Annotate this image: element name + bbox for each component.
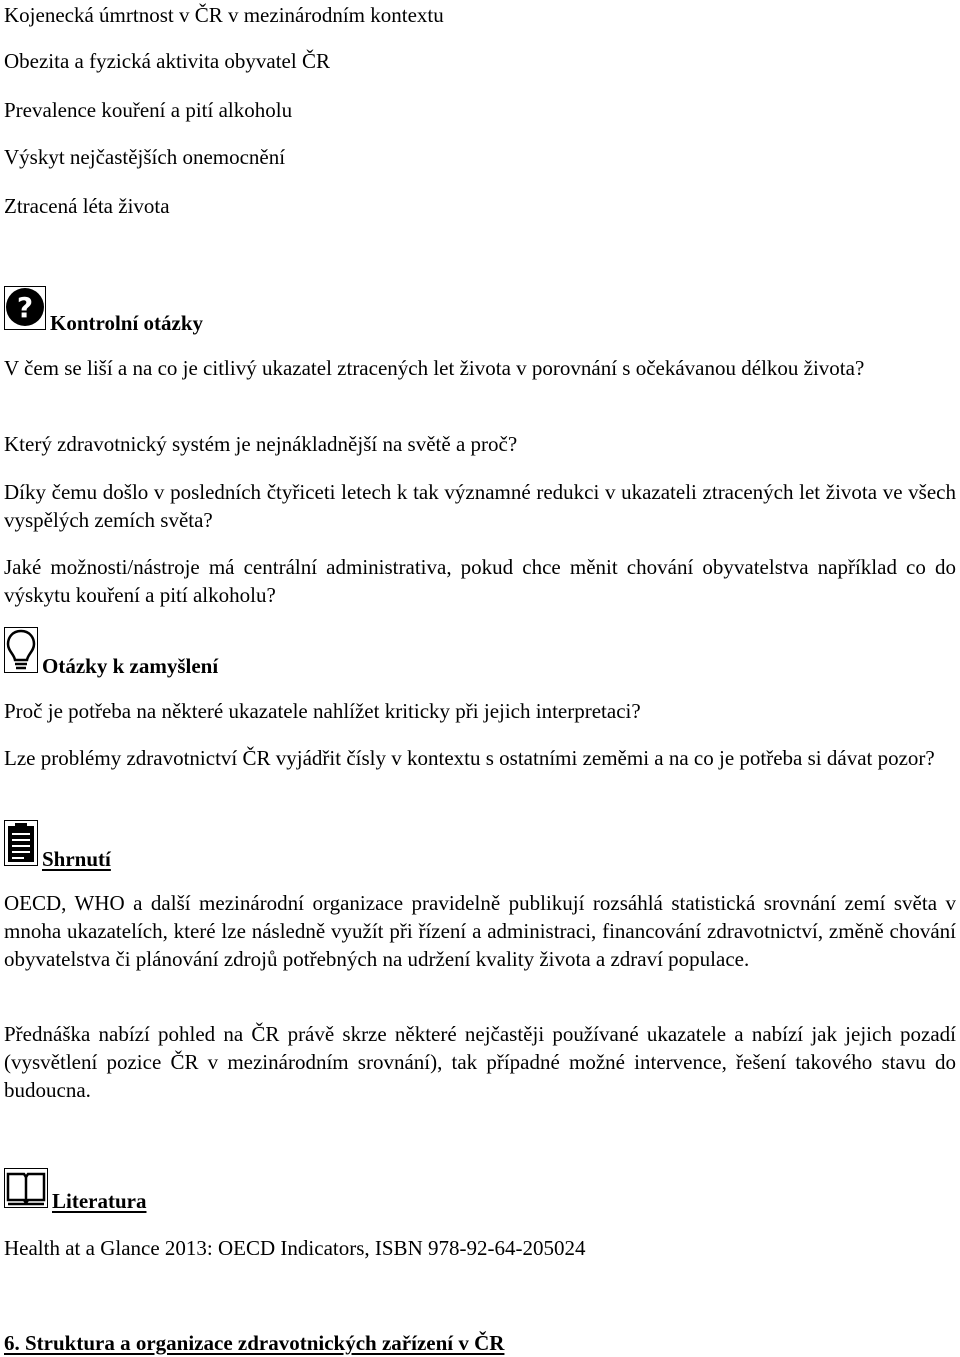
lightbulb-icon	[4, 627, 38, 679]
summary-paragraph: Přednáška nabízí pohled na ČR právě skrze některé nejčastěji používané ukazatele a nabízí jak jejich pozadí (vysvětlení pozice ČR v mezinárodním srovnání), tak případné možné intervence, řešení takového stavu do budoucna.	[4, 1022, 956, 1102]
summary-paragraph: OECD, WHO a další mezinárodní organizace pravidelně publikují rozsáhlá statistická srovnání zemí světa v mnoha ukazatelích, které lze následně využít při řízení a administraci, financování zdravotnictví, změně chování obyvatelstva či plánování zdrojů potřebných na udržení kvality života a zdraví populace.	[4, 891, 956, 971]
chapter-heading: 6. Struktura a organizace zdravotnických zařízení v ČR	[4, 1331, 505, 1355]
question-item: Jaké možnosti/nástroje má centrální administrativa, pokud chce měnit chování obyvatelstva například co do výskytu kouření a pití alkoholu?	[4, 555, 956, 607]
section-title: Otázky k zamyšlení	[42, 654, 219, 678]
topic-item: Kojenecká úmrtnost v ČR v mezinárodním kontextu	[4, 3, 444, 27]
question-item: Který zdravotnický systém je nejnákladnější na světě a proč?	[4, 432, 518, 456]
section-title: Kontrolní otázky	[50, 311, 204, 335]
question-item: V čem se liší a na co je citlivý ukazatel ztracených let života v porovnání s očekávanou délkou života?	[4, 356, 865, 380]
summary-heading	[4, 820, 111, 872]
literature-heading	[4, 1168, 146, 1214]
question-icon	[4, 286, 46, 336]
section-title: Literatura	[52, 1189, 147, 1213]
topic-item: Prevalence kouření a pití alkoholu	[4, 98, 293, 122]
svg-text:?: ?	[16, 291, 34, 324]
open-book-icon	[4, 1168, 48, 1214]
control-questions-heading	[4, 286, 203, 336]
reflection-heading	[4, 627, 218, 679]
notepad-icon	[4, 820, 38, 872]
question-item: Díky čemu došlo v posledních čtyřiceti letech k tak významné redukci v ukazateli ztracených let života ve všech vyspělých zemích světa?	[4, 480, 956, 532]
reflection-item: Lze problémy zdravotnictví ČR vyjádřit čísly v kontextu s ostatními zeměmi a na co je potřeba si dávat pozor?	[4, 746, 935, 770]
topic-item: Obezita a fyzická aktivita obyvatel ČR	[4, 49, 330, 73]
topic-item: Výskyt nejčastějších onemocnění	[4, 145, 286, 169]
literature-item: Health at a Glance 2013: OECD Indicators, ISBN 978-92-64-205024	[4, 1236, 586, 1260]
reflection-item: Proč je potřeba na některé ukazatele nahlížet kriticky při jejich interpretaci?	[4, 699, 641, 723]
topic-item: Ztracená léta života	[4, 194, 170, 218]
section-title: Shrnutí	[42, 847, 111, 871]
